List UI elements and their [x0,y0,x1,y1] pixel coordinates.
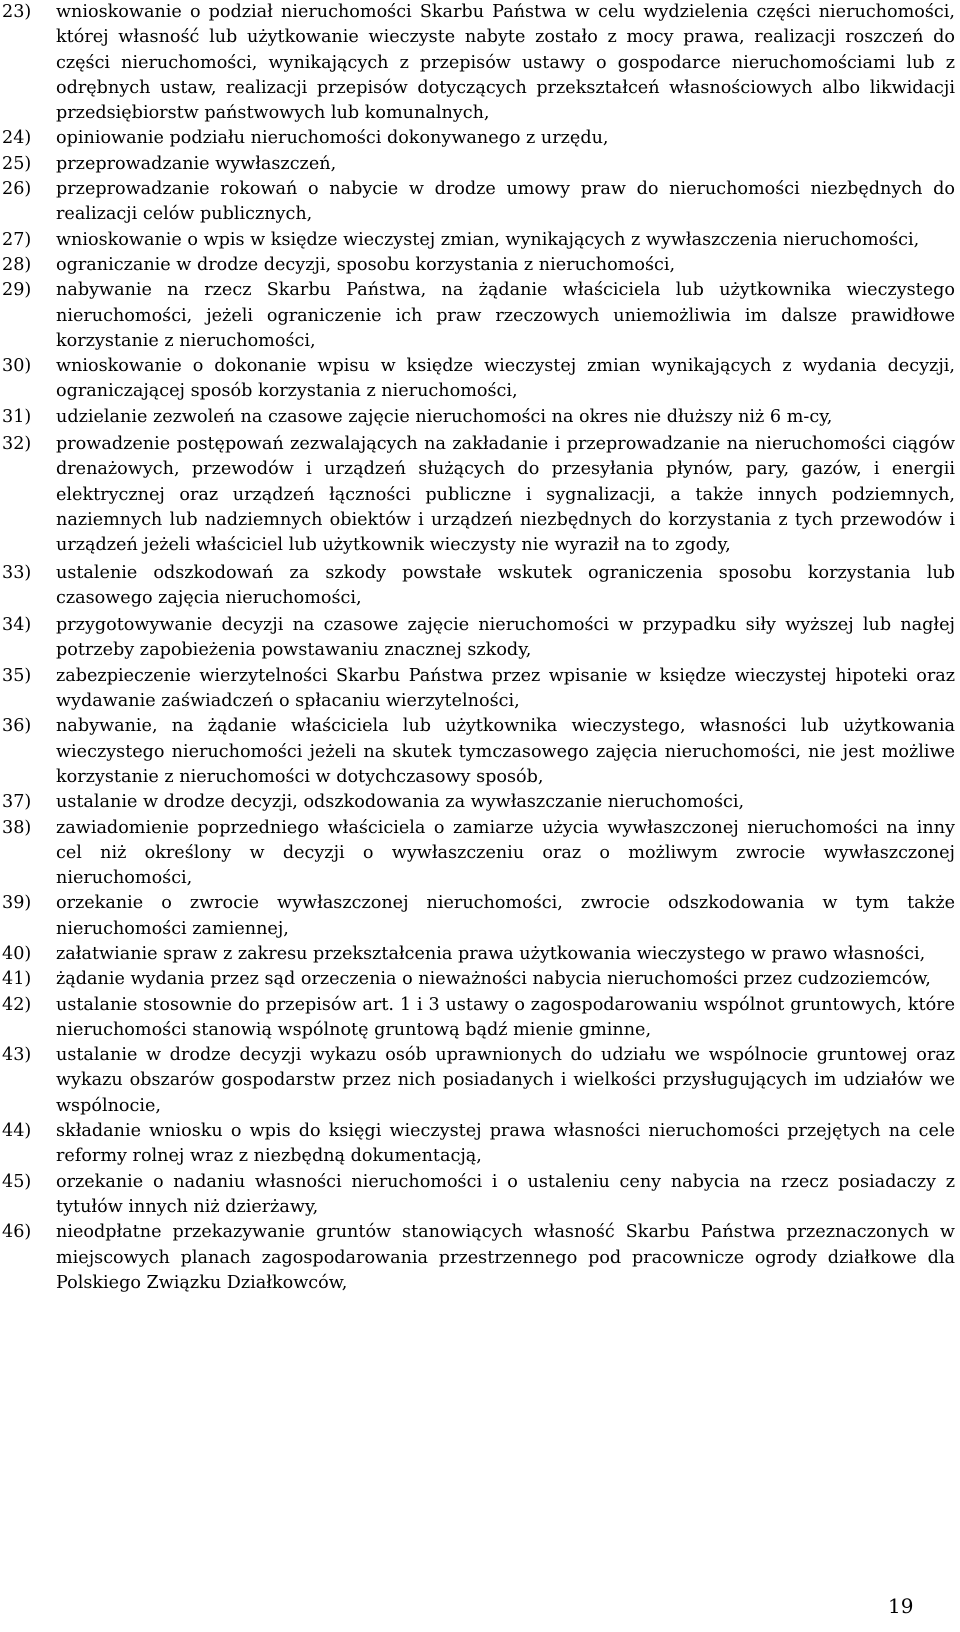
item-text: nabywanie, na żądanie właściciela lub użytkownika wieczystego, własności lub użytkowania wieczystego nieruchomości jeżeli na skutek tymczasowego zajęcia nieruchomości, nie jest możliwe korzystanie z nieruchomości w dotychczasowy sposób, [56,716,955,787]
list-item [0,993,960,1044]
item-text: wnioskowanie o podział nieruchomości Skarbu Państwa w celu wydzielenia części nieruchomości, której własność lub użytkowanie wieczyste nabyte zostało z mocy prawa, realizacji roszczeń do części nieruchomości, wynikających z przepisów ustawy o gospodarce nieruchomościami lub z odrębnych ustaw, realizacji przepisów dotyczących przekształceń własnościowych albo likwidacji przedsiębiorstw państwowych lub komunalnych, [56,2,955,124]
list-item [0,0,960,126]
list-item [0,790,960,815]
item-text: opiniowanie podziału nieruchomości dokonywanego z urzędu, [56,128,609,149]
item-number: 44) [2,1121,32,1142]
item-text: załatwianie spraw z zakresu przekształcenia prawa użytkowania wieczystego w prawo własności, [56,943,926,964]
list-item [0,613,960,664]
item-text: orzekanie o zwrocie wywłaszczonej nieruchomości, zwrocie odszkodowania w tym także nieruchomości zamiennej, [56,893,955,939]
item-text: ograniczanie w drodze decyzji, sposobu korzystania z nieruchomości, [56,254,676,275]
item-number: 35) [2,665,32,686]
item-text: ustalenie odszkodowań za szkody powstałe wskutek ograniczenia sposobu korzystania lub czasowego zajęcia nieruchomości, [56,562,955,608]
item-number: 28) [2,254,32,275]
item-text: przeprowadzanie wywłaszczeń, [56,153,337,174]
item-text: przygotowywanie decyzji na czasowe zajęcie nieruchomości w przypadku siły wyższej lub nagłej potrzeby zapobieżenia powstawaniu znacznej szkody, [56,615,955,661]
item-number: 25) [2,153,32,174]
item-number: 43) [2,1045,32,1066]
item-text: zabezpieczenie wierzytelności Skarbu Państwa przez wpisanie w księdze wieczystej hipoteki oraz wydawanie zaświadczeń o spłacaniu wierzytelności, [56,665,955,712]
item-text: ustalanie w drodze decyzji wykazu osób uprawnionych do udziału we wspólnocie gruntowej oraz wykazu obszarów gospodarstw przez nich posiadanych i wielkości przysługujących im udziałów we wspólnocie, [56,1045,955,1116]
item-number: 29) [2,280,32,301]
list-item [0,152,960,177]
list-item [0,664,960,715]
list-item [0,405,960,430]
item-number: 33) [2,562,32,583]
list-item [0,967,960,992]
item-text: ustalanie w drodze decyzji, odszkodowania za wywłaszczanie nieruchomości, [56,792,745,813]
item-number: 34) [2,615,32,636]
list-item [0,126,960,151]
item-number: 36) [2,716,32,737]
list-item [0,432,960,558]
list-item [0,177,960,228]
item-number: 24) [2,128,32,149]
list-item [0,278,960,354]
list-item [0,714,960,790]
item-number: 40) [2,943,32,964]
item-number: 26) [2,179,32,200]
item-number: 42) [2,994,32,1015]
list-item [0,354,960,405]
list-item [0,253,960,278]
list-item [0,1170,960,1221]
list-item [0,891,960,942]
list-item [0,561,960,612]
item-number: 27) [2,229,32,250]
item-text: orzekanie o nadaniu własności nieruchomości i o ustaleniu ceny nabycia na rzecz posiadaczy z tytułów innych niż dzierżawy, [56,1171,955,1217]
item-number: 41) [2,969,32,990]
item-number: 38) [2,817,32,838]
item-number: 45) [2,1171,32,1192]
item-text: wnioskowanie o wpis w księdze wieczystej zmian, wynikających z wywłaszczenia nieruchomości, [56,229,920,250]
item-text: udzielanie zezwoleń na czasowe zajęcie nieruchomości na okres nie dłuższy niż 6 m-cy, [56,406,833,427]
list-item [0,1119,960,1170]
page-number: 19 [888,1594,914,1618]
list-item [0,816,960,892]
item-text: ustalanie stosownie do przepisów art. 1 i 3 ustawy o zagospodarowaniu wspólnot gruntowych, które nieruchomości stanowią wspólnotę gruntową bądź mienie gminne, [56,994,955,1040]
list-item [0,1043,960,1119]
item-number: 23) [2,2,32,22]
list-item [0,1220,960,1296]
item-number: 30) [2,356,32,377]
item-number: 31) [2,406,32,427]
item-number: 32) [2,434,32,455]
item-text: wnioskowanie o dokonanie wpisu w księdze wieczystej zmian wynikających z wydania decyzji, ograniczającej sposób korzystania z nieruchomości, [56,356,955,402]
item-text: nieodpłatne przekazywanie gruntów stanowiących własność Skarbu Państwa przeznaczonych w miejscowych planach zagospodarowania przestrzennego pod pracownicze ogrody działkowe dla Polskiego Związku Działkowców, [56,1222,955,1293]
list-item [0,942,960,967]
item-text: żądanie wydania przez sąd orzeczenia o nieważności nabycia nieruchomości przez cudzoziemców, [56,969,931,990]
item-number: 39) [2,893,32,914]
item-text: zawiadomienie poprzedniego właściciela o zamiarze użycia wywłaszczonej nieruchomości na inny cel niż określony w decyzji o wywłaszczeniu oraz o możliwym zwrocie wywłaszczonej nieruchomości, [56,817,955,889]
item-text: nabywanie na rzecz Skarbu Państwa, na żądanie właściciela lub użytkownika wieczystego nieruchomości, jeżeli ograniczenie ich praw rzeczowych uniemożliwia im dalsze prawidłowe korzystanie z nieruchomości, [56,280,955,351]
item-text: składanie wniosku o wpis do księgi wieczystej prawa własności nieruchomości przejętych na cele reformy rolnej wraz z niezbędną dokumentacją, [56,1121,955,1167]
item-text: przeprowadzanie rokowań o nabycie w drodze umowy praw do nieruchomości niezbędnych do realizacji celów publicznych, [56,179,955,225]
item-text: prowadzenie postępowań zezwalających na zakładanie i przeprowadzanie na nieruchomości ciągów drenażowych, przewodów i urządzeń służących do przesyłania płynów, pary, gazów, i energii elektrycznej oraz urządzeń łączności publiczne i sygnalizacji, a także innych podziemnych, naziemnych lub nadziemnych obiektów i urządzeń niezbędnych do korzystania z tych przewodów i urządzeń jeżeli właściciel lub użytkownik wieczysty nie wyraził na to zgody, [56,434,955,556]
list-item [0,228,960,253]
item-number: 37) [2,792,32,813]
item-number: 46) [2,1222,32,1243]
